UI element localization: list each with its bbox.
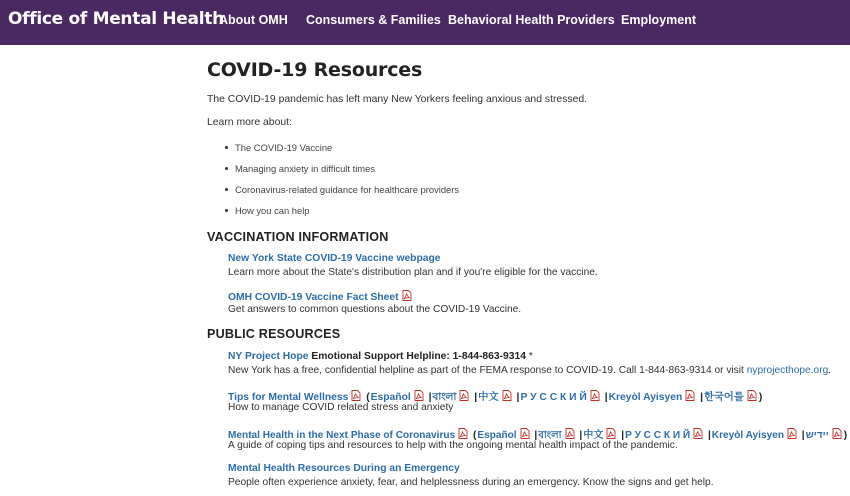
pdf-icon — [520, 428, 530, 439]
project-hope-desc-end: . — [828, 365, 832, 376]
pdf-icon — [402, 290, 412, 301]
pdf-icon — [458, 428, 468, 439]
pdf-icon — [414, 390, 424, 401]
tips-bangla-link[interactable]: বাংলা — [432, 392, 457, 403]
vaccination-heading: VACCINATION INFORMATION — [207, 230, 389, 244]
next-phase-link[interactable]: Mental Health in the Next Phase of Coronavirus — [228, 430, 456, 441]
fact-sheet-entry — [228, 290, 413, 303]
tips-kreyol-link[interactable]: Kreyòl Ayisyen — [608, 392, 683, 403]
fact-sheet-desc: Get answers to common questions about the COVID-19 Vaccine. — [228, 304, 522, 315]
pdf-icon — [459, 390, 469, 401]
next-phase-kreyol-link[interactable]: Kreyòl Ayisyen — [711, 430, 784, 441]
tips-chinese-link[interactable]: 中文 — [478, 392, 499, 403]
nav-behavioral-health-providers[interactable]: Behavioral Health Providers — [448, 13, 615, 27]
tips-espanol-link[interactable]: Español — [370, 392, 411, 403]
next-phase-yiddish-link[interactable]: יידיש — [805, 430, 829, 441]
next-phase-chinese-link[interactable]: 中文 — [583, 430, 604, 441]
nys-vaccine-webpage-link[interactable]: New York State COVID-19 Vaccine webpage — [228, 253, 441, 264]
tips-desc: How to manage COVID related stress and anxiety — [228, 402, 454, 413]
project-hope-desc-text: New York has a free, confidential helpline as part of the FEMA response to COVID-19. Call 1-844-863-9314 or visit — [228, 365, 747, 376]
bullet-covid-vaccine: The COVID-19 Vaccine — [235, 142, 333, 153]
nyprojecthope-link[interactable]: nyprojecthope.org — [746, 365, 829, 376]
next-phase-desc: A guide of coping tips and resources to help with the ongoing mental health impact of the pandemic. — [228, 440, 678, 451]
pdf-icon — [693, 428, 703, 439]
site-header — [0, 0, 850, 45]
bullet-managing-anxiety: Managing anxiety in difficult times — [235, 163, 376, 174]
pdf-icon — [747, 390, 757, 401]
ny-project-hope-link[interactable]: NY Project Hope — [228, 351, 309, 362]
emergency-resources-link[interactable]: Mental Health Resources During an Emergency — [228, 463, 460, 474]
bullet-healthcare-guidance: Coronavirus-related guidance for healthcare providers — [235, 184, 460, 195]
next-phase-bangla-link[interactable]: বাংলা — [538, 430, 562, 441]
helpline-label: Emotional Support Helpline: 1-844-863-9314 — [311, 351, 526, 362]
vaccine-webpage-entry — [228, 253, 441, 264]
pdf-icon — [787, 428, 797, 439]
pdf-icon — [351, 390, 361, 401]
omh-vaccine-fact-sheet-link[interactable]: OMH COVID-19 Vaccine Fact Sheet — [228, 292, 399, 303]
helpline-mark: * — [528, 351, 533, 362]
pdf-icon — [685, 390, 695, 401]
emergency-desc: People often experience anxiety, fear, and helplessness during an emergency. Know the signs and get help. — [228, 477, 714, 488]
tips-korean-link[interactable]: 한국어를 — [704, 392, 744, 403]
pdf-icon — [606, 428, 616, 439]
site-logo[interactable]: Office of Mental Health — [8, 9, 224, 29]
project-hope-entry — [228, 351, 533, 362]
pdf-icon — [590, 390, 600, 401]
next-phase-espanol-link[interactable]: Español — [477, 430, 517, 441]
tips-russian-link[interactable]: Р У С С К И Й — [520, 392, 587, 403]
page-title: COVID-19 Resources — [207, 59, 423, 81]
public-resources-heading: PUBLIC RESOURCES — [207, 327, 341, 341]
nav-consumers-families[interactable]: Consumers & Families — [306, 13, 441, 27]
project-hope-desc — [228, 365, 831, 376]
nav-employment[interactable]: Employment — [621, 13, 697, 27]
vaccine-webpage-desc: Learn more about the State's distribution plan and if you're eligible for the vaccine. — [228, 267, 598, 278]
tips-entry: Tips for Mental Wellness (Español |বাংলা |中文 |Р У С С К И Й |Kreyòl Ayisyen |한국어를 ) — [228, 392, 763, 403]
next-phase-russian-link[interactable]: Р У С С К И Й — [625, 430, 691, 441]
nav-about-omh[interactable]: About OMH — [219, 13, 288, 27]
bullet-how-you-can-help: How you can help — [235, 205, 310, 216]
intro-text: The COVID-19 pandemic has left many New Yorkers feeling anxious and stressed. — [207, 94, 588, 105]
emergency-entry — [228, 463, 460, 474]
learn-more-text: Learn more about: — [207, 117, 292, 128]
pdf-icon — [502, 390, 512, 401]
next-phase-entry: Mental Health in the Next Phase of Coronavirus (Español |বাংলা |中文 |Р У С С К И Й |Kreyòl Ayisyen |יידיש ) — [228, 430, 848, 441]
tips-mental-wellness-link[interactable]: Tips for Mental Wellness — [228, 392, 349, 403]
pdf-icon — [832, 428, 842, 439]
pdf-icon — [565, 428, 575, 439]
